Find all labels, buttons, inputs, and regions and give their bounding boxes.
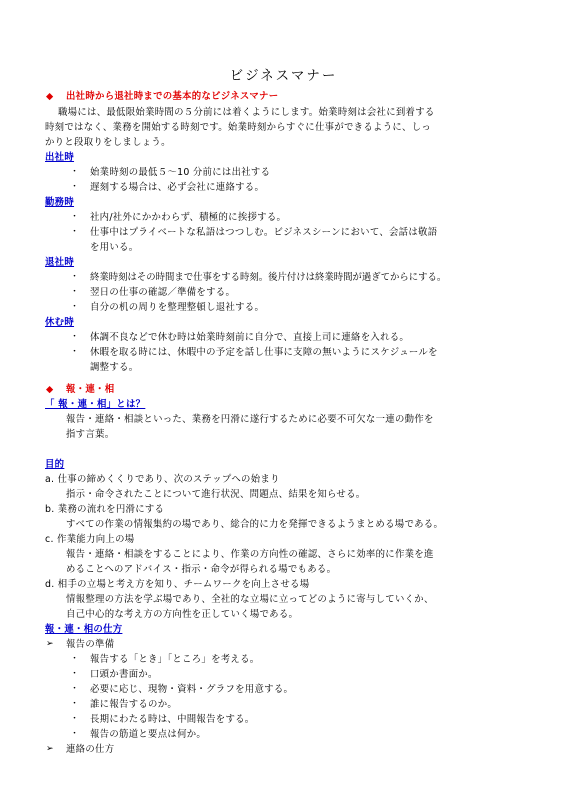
list-item: 翌日の仕事の確認／準備をする。 <box>90 287 236 298</box>
list-item: 口頭か書面か。 <box>90 669 158 680</box>
list-item: 終業時刻はその時間まで仕事をする時刻。後片付けは終業時間が過ぎてからにする。 <box>90 272 447 283</box>
bullet: ・ <box>70 654 80 664</box>
list-item: 体調不良などで休む時は始業時刻前に自分で、直接上司に連絡を入れる。 <box>90 332 410 343</box>
section1-marker: ◆ <box>46 91 54 102</box>
bullet: ・ <box>70 729 80 739</box>
purpose-desc: すべての作業の情報集約の場であり、総合的に力を発揮できるようまとめる場である。 <box>66 519 444 530</box>
bullet: ・ <box>70 332 80 342</box>
purpose-label: 目的 <box>45 459 65 470</box>
list-item: 報告する「とき」「ところ」を考える。 <box>90 654 260 665</box>
arrow-bullet-icon: ➢ <box>46 744 54 754</box>
bullet: ・ <box>70 227 80 237</box>
purpose-desc: 情報整理の方法を学ぶ場であり、全社的な立場に立ってどのように寄与していくか、 <box>66 594 434 605</box>
list-item: 長期にわたる時は、中間報告をする。 <box>90 714 255 725</box>
list-item: 始業時刻の最低５～10 分前には出社する <box>90 167 271 178</box>
contact-howto-title: 連絡の仕方 <box>66 744 115 755</box>
purpose-title: a. 仕事の締めくくりであり、次のステップへの始まり <box>45 474 280 485</box>
howto-label: 報・連・相の仕方 <box>45 624 123 635</box>
list-item: 誰に報告するのか。 <box>90 699 178 710</box>
bullet: ・ <box>70 302 80 312</box>
page-title: ビジネスマナー <box>229 68 338 84</box>
list-item-cont: 調整する。 <box>90 362 139 373</box>
bullet: ・ <box>70 347 80 357</box>
list-item: 報告の筋道と要点は何か。 <box>90 729 207 740</box>
bullet: ・ <box>70 212 80 222</box>
list-item: 休暇を取る時には、休暇中の予定を話し仕事に支障の無いようにスケジュールを <box>90 347 438 358</box>
bullet: ・ <box>70 287 80 297</box>
list-item: 仕事中はプライベートな私語はつつしむ。ビジネスシーンにおいて、会話は敬語 <box>90 227 438 238</box>
arrow-bullet-icon: ➢ <box>46 639 54 649</box>
intro-line: 職場には、最低限始業時間の５分前には着くようにします。始業時刻は会社に到着する <box>58 107 435 118</box>
purpose-desc: 指示・命令されたことについて進行状況、問題点、結果を知らせる。 <box>66 489 366 500</box>
intro-line: 時刻ではなく、業務を開始する時刻です。始業時刻からすぐに仕事ができるように、しっ <box>45 122 432 133</box>
section1-heading: 出社時から退社時までの基本的なビジネスマナー <box>66 91 279 102</box>
purpose-title: d. 相手の立場と考え方を知り、チームワークを向上させる場 <box>45 579 310 590</box>
list-item: 社内/社外にかかわらず、積極的に挨拶する。 <box>90 212 287 223</box>
bullet: ・ <box>70 272 80 282</box>
purpose-desc: 報告・連絡・相談をすることにより、作業の方向性の確認、さらに効率的に作業を進 <box>66 549 434 560</box>
report-prep-title: 報告の準備 <box>66 639 115 650</box>
list-item: 自分の机の周りを整理整頓し退社する。 <box>90 302 265 313</box>
section2-heading: 報・連・相 <box>66 384 115 395</box>
answer-line: 報告・連絡・相談といった、業務を円滑に遂行するために必要不可欠な一連の動作を <box>66 414 434 425</box>
group-label-absence: 休む時 <box>45 317 75 328</box>
list-item: 必要に応じ、現物・資料・グラフを用意する。 <box>90 684 294 695</box>
group-label-working: 勤務時 <box>45 197 75 208</box>
section2-marker: ◆ <box>46 384 54 395</box>
purpose-title: b. 業務の流れを円滑にする <box>45 504 165 515</box>
intro-line: かりと段取りをしましょう。 <box>45 137 171 148</box>
bullet: ・ <box>70 182 80 192</box>
group-label-arrival: 出社時 <box>45 152 75 163</box>
group-label-leaving: 退社時 <box>45 257 75 268</box>
list-item-cont: を用いる。 <box>90 242 139 253</box>
purpose-title: c. 作業能力向上の場 <box>45 534 135 545</box>
bullet: ・ <box>70 167 80 177</box>
purpose-desc: 自己中心的な考え方の方向性を正していく場である。 <box>66 609 299 620</box>
bullet: ・ <box>70 669 80 679</box>
bullet: ・ <box>70 714 80 724</box>
bullet: ・ <box>70 684 80 694</box>
answer-line: 指す言葉。 <box>66 429 115 440</box>
bullet: ・ <box>70 699 80 709</box>
list-item: 遅刻する場合は、必ず会社に連絡する。 <box>90 182 265 193</box>
purpose-desc: めることへのアドバイス・指示・命令が得られる場でもある。 <box>66 564 337 575</box>
question-heading: 「 報・連・相」とは？ <box>45 399 146 410</box>
